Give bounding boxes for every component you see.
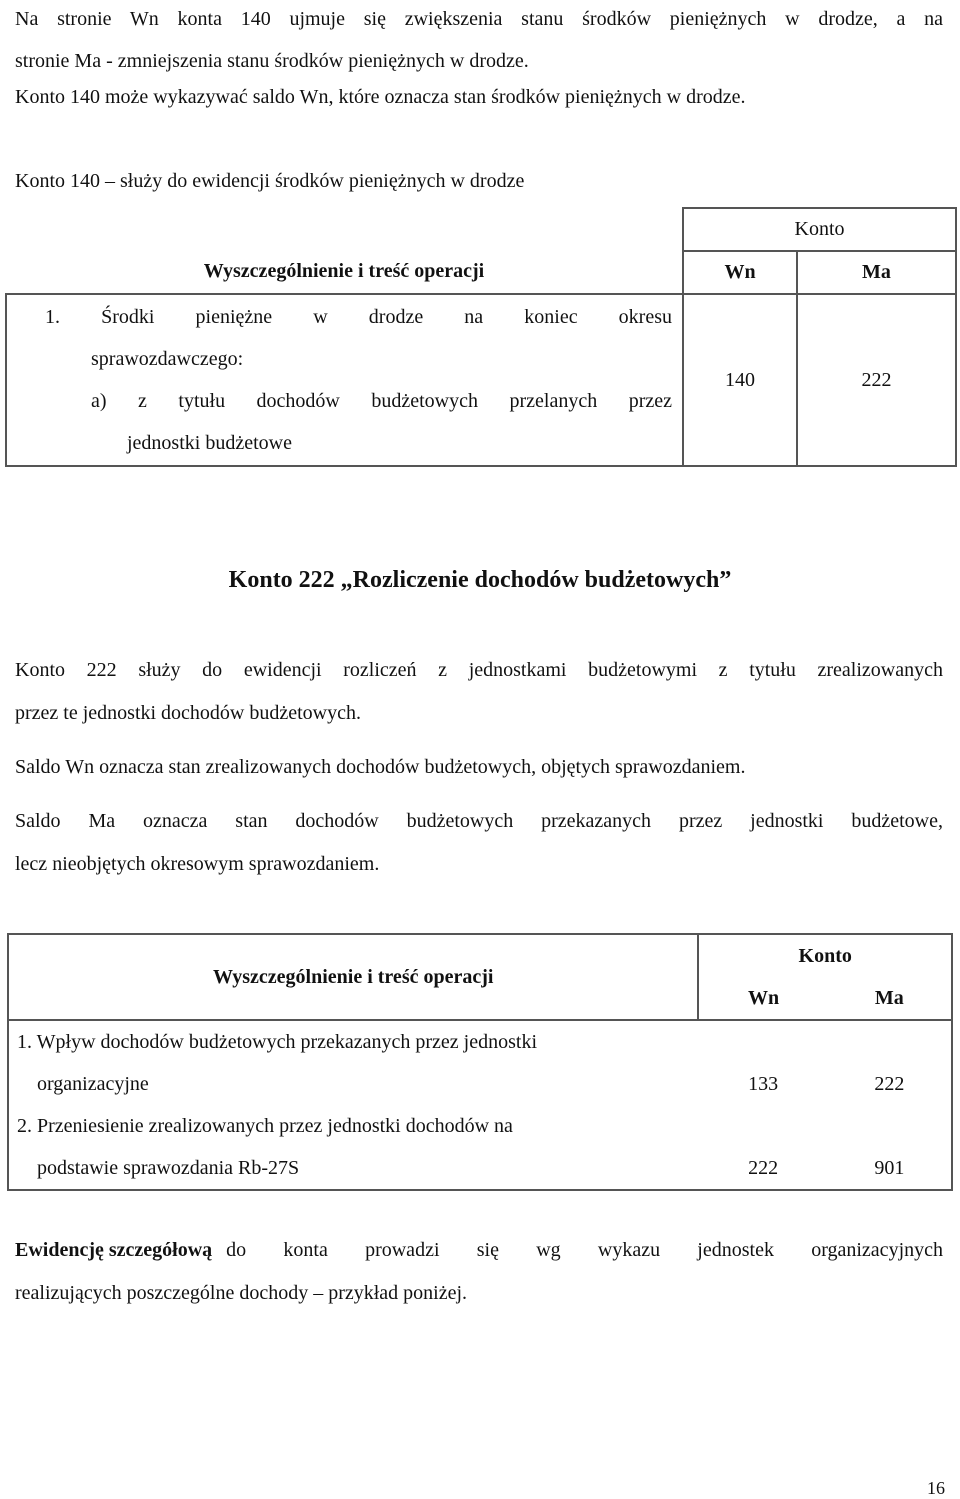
table1-ma-value-text: 222 (861, 368, 892, 391)
table1-wn-value: 140 (683, 294, 797, 466)
table2-row1-line2: organizacyjne (37, 1073, 149, 1095)
section-p2: Saldo Wn oznacza stan zrealizowanych dochodów budżetowych, objętych sprawozdaniem. (15, 756, 746, 778)
table2-ma-cell (828, 1020, 952, 1190)
section-p3-line1: Saldo Ma oznacza stan dochodów budżetowych przekazanych przez jednostki budżetowe, (15, 810, 943, 832)
konto-222-table (7, 933, 953, 1191)
table1-operation-cell (6, 294, 683, 466)
table2-row2-wn: 222 (748, 1157, 779, 1179)
table1-row-line2: sprawozdawczego: (91, 348, 244, 370)
intro-line-1: Na stronie Wn konta 140 ujmuje się zwiększenia stanu środków pieniężnych w drodze, a na (15, 8, 943, 30)
intro-line-4: Konto 140 – służy do ewidencji środków pieniężnych w drodze (15, 170, 525, 192)
table2-header: Wyszczególnienie i treść operacji (8, 934, 698, 1020)
table1-header: Wyszczególnienie i treść operacji (203, 259, 485, 282)
table1-row-line4: jednostki budżetowe (127, 432, 292, 454)
table2-wn-cell (698, 1020, 827, 1190)
footer-bold-lead: Ewidencję szczegółową (15, 1239, 213, 1261)
intro-line-3: Konto 140 może wykazywać saldo Wn, które oznacza stan środków pieniężnych w drodze. (15, 86, 746, 108)
table2-wn-header: Wn (698, 977, 827, 1020)
table1-row-line3: a) z tytułu dochodów budżetowych przelanych przez (91, 390, 672, 412)
table2-row2-line1: 2. Przeniesienie zrealizowanych przez jednostki dochodów na (17, 1115, 513, 1137)
table1-row-line1: 1. Środki pieniężne w drodze na koniec okresu (45, 306, 672, 328)
table2-ma-header: Ma (828, 977, 952, 1020)
table1-wn-header: Wn (683, 251, 797, 294)
section-p1-line2: przez te jednostki dochodów budżetowych. (15, 702, 362, 724)
section-p1-line1: Konto 222 służy do ewidencji rozliczeń z jednostkami budżetowymi z tytułu zrealizowanych (15, 659, 943, 681)
table1-konto-header: Konto (683, 208, 956, 251)
table1-header-cell (6, 208, 683, 294)
page-number: 16 (927, 1478, 945, 1498)
table1-ma-value (797, 294, 956, 466)
table1-ma-header: Ma (797, 251, 956, 294)
footer-line-1 (15, 1229, 943, 1271)
footer-line-2: realizujących poszczególne dochody – przykład poniżej. (15, 1282, 468, 1304)
table2-row2-ma: 901 (874, 1157, 905, 1179)
table2-row1-line1: 1. Wpływ dochodów budżetowych przekazanych przez jednostki (17, 1031, 538, 1053)
table2-row1-wn: 133 (748, 1073, 779, 1095)
footer-line1-rest: do konta prowadzi się wg wykazu jednostek organizacyjnych (226, 1239, 943, 1261)
section-p3-line2: lecz nieobjętych okresowym sprawozdaniem. (15, 853, 380, 875)
table2-operations-cell (8, 1020, 698, 1190)
konto-140-table (5, 207, 957, 467)
intro-line-2: stronie Ma - zmniejszenia stanu środków pieniężnych w drodze. (15, 50, 529, 72)
table2-row1-ma: 222 (874, 1073, 905, 1095)
table2-konto-header: Konto (698, 934, 952, 977)
table2-row2-line2: podstawie sprawozdania Rb-27S (37, 1157, 300, 1179)
section-heading: Konto 222 „Rozliczenie dochodów budżetowych” (228, 567, 732, 593)
